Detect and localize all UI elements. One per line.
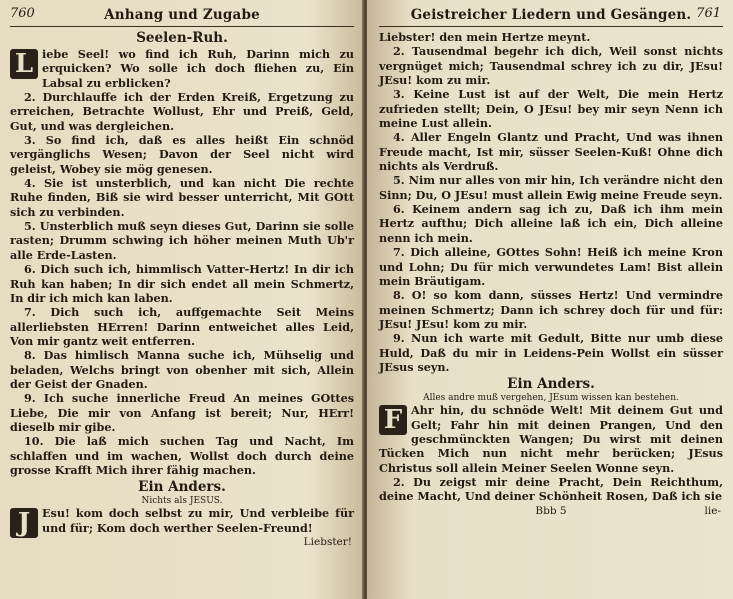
running-title-right: Geistreicher Liedern und Gesängen. [410, 7, 692, 23]
verse-r3: 3. Keine Lust ist auf der Welt, Die mein Hertz zufrieden stellt; Dein, O JEsu! bey mir seyn Nenn ich meine Lust allein. [379, 87, 723, 131]
song-title-right-2: Ein Anders. [507, 376, 595, 393]
verse-r7: 7. Dich alleine, GOttes Sohn! Heiß ich meine Kron und Lohn; Du für mich verwundetes Lam! Bist allein mein Bräutigam. [379, 245, 723, 288]
page-number: 760 [10, 6, 35, 21]
verse-4: 4. Sie ist unsterblich, und kan nicht Die rechte Ruhe finden, Biß sie wird besser unterricht, Mit GOtt sich zu verbinden. [10, 176, 354, 219]
verse-1b [10, 506, 354, 539]
song-body-right-2 [379, 403, 723, 503]
verse-10: 10. Die laß mich suchen Tag und Nacht, Im schlaffen und im wachen, Wollst doch durch deine grosse Krafft Mich ihrer fähig machen. [10, 434, 354, 477]
signature-mark: Bbb 5 [535, 504, 567, 517]
running-head-right [379, 6, 723, 27]
verse-1-text: iebe Seel! wo find ich Ruh, Darinn mich zu erquicken? Wo solle ich doch fliehen zu, Ein Labsal zu erblicken? [42, 47, 354, 90]
right-page [367, 0, 733, 599]
verse-7: 7. Dich such ich, auffgemachte Seit Meins allerliebsten HErren! Darinn entweichet alles Leid, Von mir gantz weit entferren. [10, 305, 354, 348]
song-subtitle-right-2: Alles andre muß vergehen, JEsum wissen kan bestehen. [423, 393, 679, 404]
verse-1 [10, 47, 354, 90]
verse-r2: 2. Tausendmal begehr ich dich, Weil sonst nichts vergnüget mich; Tausendmal schrey ich zu dir, JEsu! JEsu! kom zu mir. [379, 44, 723, 88]
song-body-right [379, 30, 723, 374]
song-title-2: Ein Anders. [138, 479, 226, 496]
left-page [0, 0, 364, 599]
song-title: Seelen-Ruh. [136, 30, 228, 46]
verse-6: 6. Dich such ich, himmlisch Vatter-Hertz! In dir ich Ruh kan haben; In dir sich endet all mein Schmertz, In dir ich mich kan laben. [10, 262, 354, 305]
verse-r8: 8. O! so kom dann, süsses Hertz! Und vermindre meinen Schmertz; Dann ich schrey doch für und für: JEsu! JEsu! kom zu mir. [379, 288, 723, 331]
verse-9: 9. Ich suche innerliche Freud An meines GOttes Liebe, Die mir von Anfang ist bereit; Nur, HErr! dieselb mir gibe. [10, 391, 354, 434]
page-footer-right [379, 505, 723, 519]
song-body [10, 47, 354, 477]
drop-cap-2: J [10, 508, 38, 538]
verse-3: 3. So find ich, daß es alles heißt Ein schnöd vergänglichs Wesen; Davon der Seel nicht wird geleist, Wobey sie mög genesen. [10, 133, 354, 176]
verse-r11: 2. Du zeigst mir deine Pracht, Dein Reichthum, deine Macht, Und deiner Schönheit Rosen, Daß ich sie [379, 474, 723, 504]
running-title: Anhang und Zugabe [104, 7, 260, 23]
drop-cap-right: F [379, 405, 407, 435]
catchword: Liebster! [303, 536, 352, 548]
verse-r6: 6. Keinem andern sag ich zu, Daß ich ihm mein Hertz aufthu; Dich alleine laß ich ein, Dich alleine nenn ich mein. [379, 202, 723, 245]
page-number-right: 761 [696, 6, 721, 21]
drop-cap: L [10, 49, 38, 79]
verse-r9: 9. Nun ich warte mit Gedult, Bitte nur umb diese Huld, Daß du mir in Leidens-Pein Wollst ein süsser JEsus seyn. [379, 331, 723, 374]
verse-5: 5. Unsterblich muß seyn dieses Gut, Darinn sie solle rasten; Drumm schwing ich höher meinen Muth Ub'r alle Erde-Lasten. [10, 219, 354, 262]
verse-2: 2. Durchlauffe ich der Erden Kreiß, Ergetzung zu erreichen, Betrachte Wollust, Ehr und Preiß, Geld, Gut, und was dergleichen. [10, 90, 354, 133]
running-head [10, 6, 354, 27]
song-subtitle-2: Nichts als JESUS. [141, 496, 223, 507]
verse-8: 8. Das himlisch Manna suche ich, Mühselig und beladen, Welchs bringt von obenher mit sich, Allein der Geist der Gnaden. [10, 348, 354, 391]
catchword-right: lie- [704, 504, 721, 517]
verse-continued: Liebster! den mein Hertze meynt. [379, 30, 591, 44]
verse-r4: 4. Aller Engeln Glantz und Pracht, Und was ihnen Freude macht, Ist mir, süsser Seelen-Kuß! Ohne dich nichts als Verdruß. [379, 130, 723, 174]
page-footer [10, 536, 354, 550]
verse-1b-text: Esu! kom doch selbst zu mir, Und verbleibe für und für; Kom doch werther Seelen-Freund! [42, 506, 354, 535]
verse-r10-text: Ahr hin, du schnöde Welt! Mit deinem Gut und Gelt; Fahr hin mit deinen Prangen, Und den geschmünckten Wangen; Du wirst mit deinen Tücken Mich nun nicht mehr berücken; JEsus Christus soll allein Meiner Seelen Wonne seyn. [379, 403, 723, 475]
song-body-2 [10, 506, 354, 539]
verse-r5: 5. Nim nur alles von mir hin, Ich verändre nicht den Sinn; Du, O JEsu! must allein Ewig meine Freude seyn. [379, 173, 723, 202]
verse-r10 [379, 403, 723, 475]
